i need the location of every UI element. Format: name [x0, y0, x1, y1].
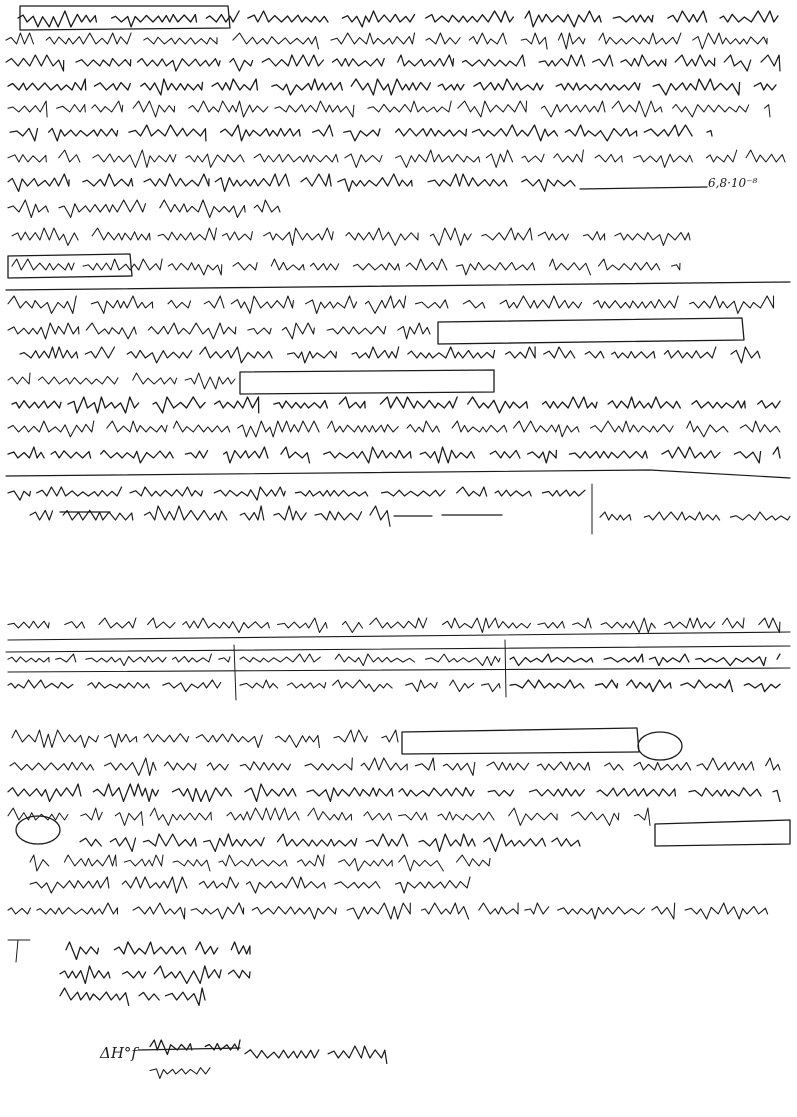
enthalpy-of-formation: ΔH°f	[100, 1044, 137, 1062]
instability-constant-value: 6,8·10⁻⁸	[708, 176, 758, 190]
